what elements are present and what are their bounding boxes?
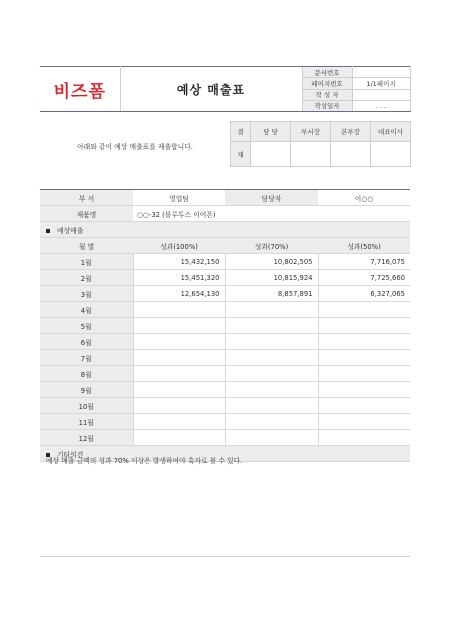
table-row [40, 350, 410, 366]
col-header-perf-70: 성과(70%) [225, 238, 318, 254]
date-value: . . . [352, 100, 410, 111]
forecast-section-header [40, 222, 410, 238]
perf-50-cell: 6,327,065 [318, 286, 410, 302]
document-title-cell [120, 67, 302, 112]
month-cell: 7월 [40, 350, 133, 366]
perf-70-cell [225, 430, 318, 446]
perf-50-cell [318, 366, 410, 382]
approval-jae-label: 재 [231, 142, 251, 167]
approval-sign-staff[interactable] [251, 142, 291, 167]
table-row [40, 270, 410, 286]
logo [40, 67, 120, 112]
perf-70-cell: 10,815,924 [225, 270, 318, 286]
col-header-perf-100: 성과(100%) [133, 238, 225, 254]
sales-forecast-table [40, 189, 410, 462]
table-row [40, 254, 410, 270]
dept-label: 부 서 [40, 190, 133, 206]
month-cell: 8월 [40, 366, 133, 382]
table-row [40, 302, 410, 318]
product-value: ○○-32 (블루투스 이어폰) [133, 206, 410, 222]
perf-70-cell [225, 334, 318, 350]
approval-header-staff: 담 당 [251, 122, 291, 142]
perf-70-cell [225, 318, 318, 334]
other-section-title: 기타의견 [57, 450, 84, 459]
table-row [40, 398, 410, 414]
author-value [352, 89, 410, 100]
month-cell: 5월 [40, 318, 133, 334]
month-cell: 1월 [40, 254, 133, 270]
approval-header-dept-head: 부서장 [291, 122, 331, 142]
table-row [40, 382, 410, 398]
col-header-perf-50: 성과(50%) [318, 238, 410, 254]
perf-50-cell [318, 398, 410, 414]
perf-50-cell [318, 302, 410, 318]
forecast-section-title: 예상매출 [57, 226, 84, 235]
perf-50-cell: 7,716,075 [318, 254, 410, 270]
doc-number-value [352, 67, 410, 78]
page-number-value: 1/1페이지 [352, 78, 410, 89]
date-label: 작성일자 [302, 100, 352, 111]
perf-100-cell [133, 414, 225, 430]
perf-70-cell [225, 366, 318, 382]
perf-70-cell [225, 398, 318, 414]
approval-header-ceo: 대표이사 [371, 122, 411, 142]
perf-100-cell [133, 302, 225, 318]
document-title: 예상 매출표 [176, 82, 246, 97]
approval-sign-dept-head[interactable] [291, 142, 331, 167]
doc-number-label: 문서번호 [302, 67, 352, 78]
perf-100-cell [133, 334, 225, 350]
perf-50-cell [318, 318, 410, 334]
month-cell: 12월 [40, 430, 133, 446]
bottom-divider [40, 556, 410, 557]
table-row [40, 430, 410, 446]
document-header [40, 66, 411, 112]
table-row [40, 334, 410, 350]
perf-100-cell [133, 318, 225, 334]
perf-100-cell: 15,451,320 [133, 270, 225, 286]
perf-50-cell [318, 334, 410, 350]
other-opinion-text: 예상 매출 금액의 성과 70% 이상은 발생하여야 흑자로 볼 수 있다. [46, 457, 243, 465]
author-label: 작 성 자 [302, 89, 352, 100]
col-header-month: 월 별 [40, 238, 133, 254]
table-row [40, 414, 410, 430]
table-row [40, 318, 410, 334]
table-row [40, 286, 410, 302]
month-cell: 2월 [40, 270, 133, 286]
perf-70-cell: 10,802,505 [225, 254, 318, 270]
perf-100-cell [133, 398, 225, 414]
perf-70-cell [225, 350, 318, 366]
perf-100-cell [133, 350, 225, 366]
month-cell: 10월 [40, 398, 133, 414]
perf-70-cell [225, 382, 318, 398]
month-cell: 4월 [40, 302, 133, 318]
perf-70-cell [225, 414, 318, 430]
approval-sign-division-head[interactable] [331, 142, 371, 167]
forecast-rows [40, 254, 410, 446]
perf-50-cell [318, 350, 410, 366]
month-cell: 3월 [40, 286, 133, 302]
square-bullet-icon [46, 229, 50, 233]
manager-label: 담당자 [225, 190, 318, 206]
perf-50-cell: 7,725,660 [318, 270, 410, 286]
product-label: 제품명 [40, 206, 133, 222]
manager-value: 이○○ [318, 190, 410, 206]
perf-70-cell [225, 302, 318, 318]
month-cell: 9월 [40, 382, 133, 398]
perf-100-cell [133, 382, 225, 398]
submission-text: 아래와 같이 예상 매출표를 제출합니다. [77, 143, 193, 151]
dept-value: 영업팀 [133, 190, 225, 206]
perf-70-cell: 8,857,891 [225, 286, 318, 302]
approval-sign-ceo[interactable] [371, 142, 411, 167]
page-number-label: 페이지번호 [302, 78, 352, 89]
perf-50-cell [318, 430, 410, 446]
logo-text: 비즈폼 [53, 81, 106, 102]
perf-50-cell [318, 382, 410, 398]
perf-50-cell [318, 414, 410, 430]
perf-100-cell: 15,432,150 [133, 254, 225, 270]
approval-gyeol-label: 결 [231, 122, 251, 142]
perf-100-cell [133, 366, 225, 382]
table-row [40, 366, 410, 382]
perf-100-cell [133, 430, 225, 446]
month-cell: 11월 [40, 414, 133, 430]
perf-100-cell: 12,654,130 [133, 286, 225, 302]
approval-header-division-head: 본부장 [331, 122, 371, 142]
month-cell: 6월 [40, 334, 133, 350]
approval-box [230, 121, 411, 167]
